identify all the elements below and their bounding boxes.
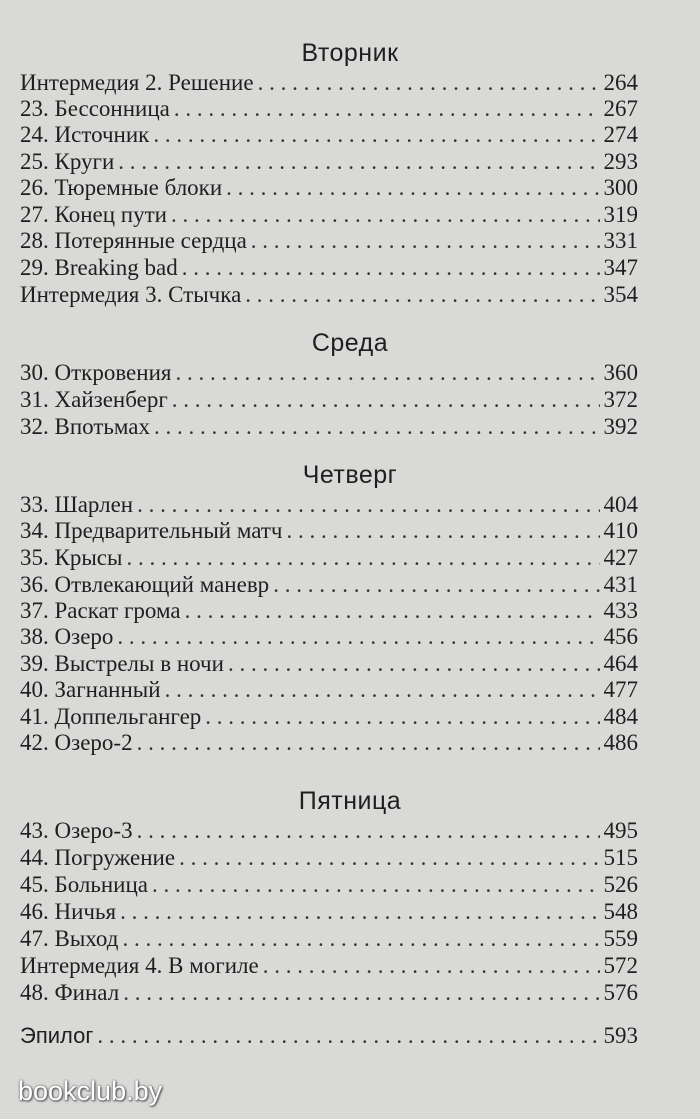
entry-title: 42. Озеро-2	[20, 730, 133, 755]
entry-title: Интермедия 4. В могиле	[20, 953, 259, 978]
dot-leader	[245, 282, 599, 308]
entry-page: 360	[603, 360, 638, 385]
dot-leader	[226, 175, 599, 201]
toc-entry	[20, 228, 638, 254]
entry-title: 47. Выход	[20, 926, 119, 951]
entry-page: 593	[603, 1023, 638, 1048]
dot-leader	[185, 598, 600, 624]
toc-entry	[20, 953, 638, 979]
entry-page: 548	[603, 899, 638, 924]
entry-page: 427	[603, 545, 638, 570]
entry-title: 38. Озеро	[20, 624, 114, 649]
entry-title: 43. Озеро-3	[20, 818, 133, 843]
dot-leader	[175, 360, 599, 386]
dot-leader	[174, 96, 600, 122]
entry-page: 515	[603, 845, 638, 870]
section-title-wednesday: Среда	[311, 329, 389, 357]
toc-entry	[20, 387, 638, 413]
entry-page: 300	[603, 175, 638, 200]
toc-entry	[20, 96, 638, 122]
entry-title: 34. Предварительный матч	[20, 518, 283, 543]
toc-entry	[20, 598, 638, 624]
entry-page: 576	[603, 980, 638, 1005]
dot-leader	[153, 122, 599, 148]
toc-entry	[20, 122, 638, 148]
entry-title: 41. Доппельгангер	[20, 704, 202, 729]
toc-entry	[20, 149, 638, 175]
toc-entry	[20, 70, 638, 96]
watermark: bookclub.by	[18, 1076, 163, 1106]
entry-title: 32. Впотьмах	[20, 414, 150, 439]
entry-page: 274	[603, 122, 638, 147]
entry-title: 36. Отвлекающий маневр	[20, 572, 270, 597]
dot-leader	[273, 572, 599, 598]
entry-title: Интермедия 2. Решение	[20, 70, 254, 95]
entry-title: 35. Крысы	[20, 545, 123, 570]
entry-page: 331	[603, 228, 638, 253]
entry-page: 404	[603, 492, 638, 517]
entry-title: 26. Тюремные блоки	[20, 175, 223, 200]
toc-entry	[20, 651, 638, 677]
dot-leader	[154, 414, 600, 440]
dot-leader	[171, 202, 600, 228]
entry-page: 526	[603, 872, 638, 897]
entry-page: 392	[603, 414, 638, 439]
toc-entry	[20, 175, 638, 201]
toc-entry	[20, 818, 638, 844]
toc-entry	[20, 730, 638, 756]
entry-page: 410	[603, 518, 638, 543]
entry-page: 433	[603, 598, 638, 623]
entry-page: 495	[603, 818, 638, 843]
toc-entry-epilogue	[20, 1023, 638, 1049]
dot-leader	[118, 149, 599, 175]
toc-entry	[20, 926, 638, 952]
dot-leader	[258, 70, 600, 96]
entry-page: 456	[603, 624, 638, 649]
dot-leader	[182, 255, 600, 281]
entry-title: 31. Хайзенберг	[20, 387, 168, 412]
dot-leader	[137, 492, 599, 518]
entry-title: 39. Выстрелы в ночи	[20, 651, 224, 676]
toc-entry	[20, 677, 638, 703]
section-title-thursday: Четверг	[302, 461, 398, 489]
entry-page: 267	[603, 96, 638, 121]
dot-leader	[122, 926, 599, 952]
toc-entry	[20, 414, 638, 440]
dot-leader	[137, 730, 600, 756]
dot-leader	[117, 624, 599, 650]
entry-title: 23. Бессонница	[20, 96, 170, 121]
section-title-friday: Пятница	[298, 787, 402, 815]
toc-entry	[20, 980, 638, 1006]
entry-title: 28. Потерянные сердца	[20, 228, 247, 253]
entry-title: 37. Раскат грома	[20, 598, 181, 623]
toc-entry	[20, 360, 638, 386]
entry-page: 293	[603, 149, 638, 174]
dot-leader	[126, 545, 599, 571]
dot-leader	[228, 651, 600, 677]
entry-page: 372	[603, 387, 638, 412]
entry-title: 40. Загнанный	[20, 677, 161, 702]
entry-page: 319	[603, 202, 638, 227]
toc-entry	[20, 518, 638, 544]
dot-leader	[97, 1023, 599, 1049]
entry-page: 464	[603, 651, 638, 676]
toc-entry	[20, 255, 638, 281]
entry-page: 559	[603, 926, 638, 951]
toc-entry	[20, 872, 638, 898]
dot-leader	[251, 228, 600, 254]
dot-leader	[120, 899, 599, 925]
entry-page: 477	[603, 677, 638, 702]
dot-leader	[286, 518, 599, 544]
toc-entry	[20, 704, 638, 730]
dot-leader	[263, 953, 600, 979]
entry-title: 29. Breaking bad	[20, 255, 178, 280]
entry-title: 25. Круги	[20, 149, 115, 174]
entry-title: 33. Шарлен	[20, 492, 134, 517]
toc-entry	[20, 899, 638, 925]
section-title-tuesday: Вторник	[301, 39, 399, 67]
entry-title: 30. Откровения	[20, 360, 172, 385]
entry-title: Эпилог	[20, 1023, 94, 1048]
dot-leader	[179, 845, 599, 871]
entry-page: 347	[603, 255, 638, 280]
entry-page: 572	[603, 953, 638, 978]
entry-page: 486	[603, 730, 638, 755]
entry-title: 24. Источник	[20, 122, 150, 147]
entry-page: 484	[603, 704, 638, 729]
entry-page: 354	[603, 282, 638, 307]
toc-entry	[20, 492, 638, 518]
entry-page: 431	[603, 572, 638, 597]
toc-entry	[20, 624, 638, 650]
dot-leader	[172, 387, 600, 413]
entry-title: 46. Ничья	[20, 899, 117, 924]
toc-entry	[20, 845, 638, 871]
toc-entry	[20, 202, 638, 228]
entry-page: 264	[603, 70, 638, 95]
entry-title: 45. Больница	[20, 872, 149, 897]
dot-leader	[205, 704, 599, 730]
entry-title: 27. Конец пути	[20, 202, 167, 227]
entry-title: 48. Финал	[20, 980, 120, 1005]
dot-leader	[152, 872, 599, 898]
toc-entry	[20, 545, 638, 571]
entry-title: Интермедия 3. Стычка	[20, 282, 242, 307]
dot-leader	[137, 818, 600, 844]
dot-leader	[123, 980, 599, 1006]
toc-entry	[20, 282, 638, 308]
toc-entry	[20, 572, 638, 598]
entry-title: 44. Погружение	[20, 845, 176, 870]
dot-leader	[165, 677, 600, 703]
